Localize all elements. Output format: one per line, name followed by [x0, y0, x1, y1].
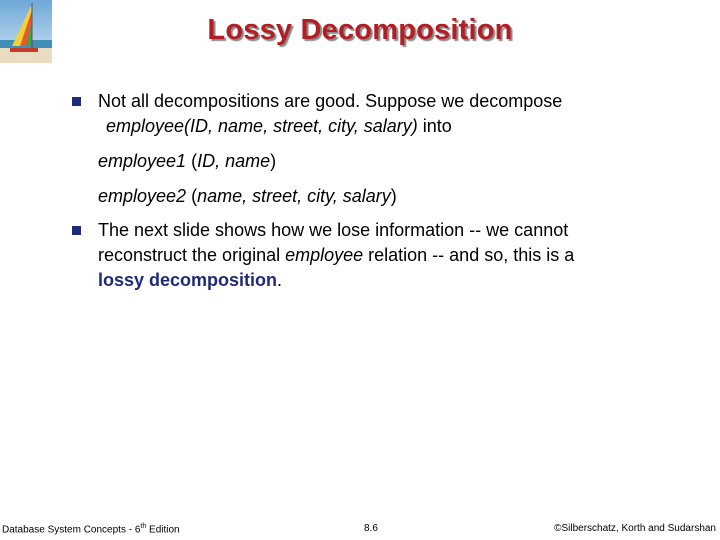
footer-edition-sup: th [140, 523, 147, 530]
relation-attrs-2: name, street, city, salary [197, 186, 391, 206]
decomposition-line-1 [72, 149, 672, 174]
bullet-1 [72, 89, 672, 139]
relation-schema: employee(ID, name, street, city, salary) [106, 116, 418, 136]
square-bullet-icon [72, 226, 81, 235]
footer-book-title-text: Database System Concepts - 6 [2, 524, 141, 536]
footer-edition-text: Edition [146, 524, 180, 536]
bullet-2-line-1: The next slide shows how we lose information -- we cannot [98, 220, 569, 240]
bullet-1-text: Not all decompositions are good. Suppose we decompose [98, 91, 563, 111]
slide-body [72, 89, 672, 293]
paren-open-1: ( [186, 151, 198, 171]
footer-copyright: ©Silberschatz, Korth and Sudarshan [554, 523, 716, 534]
paren-open-2: ( [186, 186, 198, 206]
bullet-1-into: into [417, 116, 452, 136]
relation-name-1: employee1 [98, 151, 187, 171]
relation-attrs-1: ID, name [197, 151, 271, 171]
bullet-2-period: . [277, 270, 283, 290]
slide-title: Lossy Decomposition [207, 14, 513, 46]
bullet-2-line-2-post: relation -- and so, this is a [363, 245, 575, 265]
slide-number: 8.6 [364, 523, 378, 534]
bullet-2 [72, 218, 672, 293]
bullet-2-employee: employee [285, 245, 364, 265]
relation-name-2: employee2 [98, 186, 187, 206]
square-bullet-icon [72, 97, 81, 106]
bullet-2-line-2-pre: reconstruct the original [98, 245, 286, 265]
decomposition-line-2 [72, 184, 672, 209]
footer-book-title [2, 523, 180, 535]
paren-close-2: ) [390, 186, 397, 206]
lossy-decomposition-emphasis: lossy decomposition [98, 270, 278, 290]
paren-close-1: ) [270, 151, 277, 171]
